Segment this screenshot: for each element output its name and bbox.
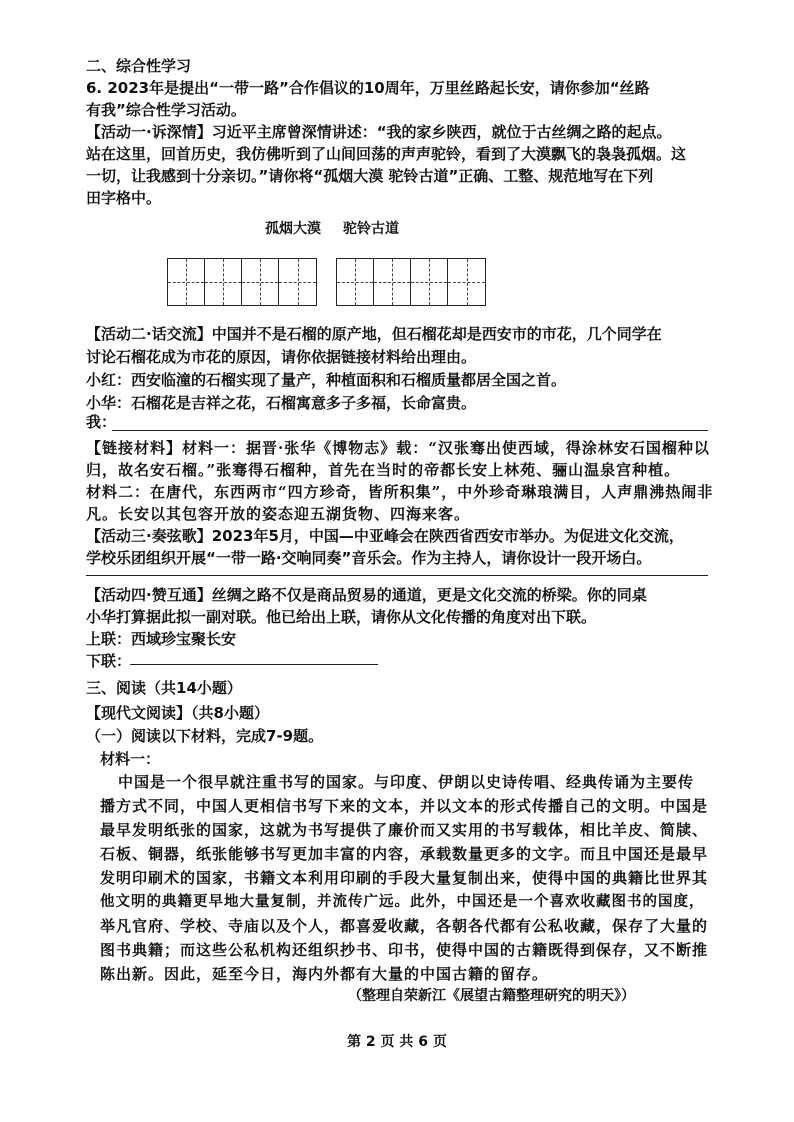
answer-line-activity-3[interactable] (86, 575, 708, 576)
section-heading: 三、阅读（共14小题） (86, 679, 242, 697)
tianzige-cell[interactable] (374, 259, 411, 305)
activity-1-text: 田字格中。 (86, 189, 162, 207)
section-heading: 二、综合性学习 (86, 57, 192, 75)
link-material-text: 材料二：在唐代，东西两市“四方珍奇，皆所积集”，中外珍奇琳琅满目，人声鼎沸热闹非 (86, 483, 714, 501)
activity-4-text: 【活动四·赞互通】丝绸之路不仅是商品贸易的通道，更是文化交流的桥梁。你的同桌 (86, 586, 647, 604)
page-number: 第 2 页 共 6 页 (347, 1034, 447, 1050)
passage-source: （整理自荣新江《展望古籍整理研究的明天》） (348, 988, 635, 1004)
activity-2-text: 讨论石榴花成为市花的原因，请你依据链接材料给出理由。 (86, 348, 477, 366)
tianzige-cell[interactable] (205, 259, 242, 305)
me-label: 我： (86, 413, 117, 431)
passage-line: 播方式不同，中国人更相信书写下来的文本，并以文本的形式传播自己的文明。中国是 (100, 797, 709, 815)
material-label: 材料一： (100, 750, 161, 768)
tianzige-grid-2[interactable] (336, 258, 486, 306)
link-material-text: 凡。长安以其包容开放的姿态迎五湖货物、四海来客。 (86, 505, 471, 523)
activity-3-text: 学校乐团组织开展“一带一路·交响同奏”音乐会。作为主持人，请你设计一段开场白。 (86, 549, 652, 567)
activity-1-text: 【活动一·诉深情】习近平主席曾深情讲述：“我的家乡陕西，就位于古丝绸之路的起点。 (86, 123, 672, 141)
lower-couplet-label: 下联： (86, 652, 132, 670)
part-heading: （一）阅读以下材料，完成7-9题。 (86, 727, 324, 745)
upper-couplet: 上联：西域珍宝聚长安 (86, 630, 237, 648)
link-material-text: 【链接材料】材料一：据晋·张华《博物志》载：“汉张骞出使西域，得涂林安石国榴种以 (86, 439, 710, 457)
tianzige-cell[interactable] (279, 259, 316, 305)
tianzige-grid-1[interactable] (167, 258, 317, 306)
grid-phrase-2: 驼铃古道 (343, 221, 399, 237)
xiaohong-statement: 小红：西安临潼的石榴实现了量产，种植面积和石榴质量都居全国之首。 (86, 371, 567, 389)
passage-line: 中国是一个很早就注重书写的国家。与印度、伊朗以史诗传唱、经典传诵为主要传 (118, 773, 695, 791)
activity-1-text: 站在这里，回首历史，我仿佛听到了山间回荡的声声驼铃，看到了大漠飘飞的袅袅孤烟。这 (86, 145, 687, 163)
activity-1-text: 一切，让我感到十分亲切。”请你将“孤烟大漠 驼铃古道”正确、工整、规范地写在下列 (86, 167, 654, 185)
tianzige-cell[interactable] (337, 259, 374, 305)
subsection-heading: 【现代文阅读】（共8小题） (86, 704, 269, 722)
tianzige-cell[interactable] (242, 259, 279, 305)
activity-3-text: 【活动三·奏弦歌】2023年5月，中国—中亚峰会在陕西省西安市举办。为促进文化交流， (86, 527, 684, 545)
answer-line-me[interactable] (112, 430, 708, 431)
passage-line: 他文明的典籍更早地大量复制，并流传广远。此外，中国还是一个喜欢收藏图书的国度， (100, 893, 705, 910)
passage-line: 举凡官府、学校、寺庙以及个人，都喜爱收藏，各朝各代都有公私收藏，保存了大量的 (100, 917, 709, 935)
link-material-text: 归，故名安石榴。”张骞得石榴种，首先在当时的帝都长安上林苑、骊山温泉宫种植。 (86, 461, 681, 479)
xiaohua-statement: 小华：石榴花是吉祥之花，石榴寓意多子多福，长命富贵。 (86, 394, 477, 412)
tianzige-cell[interactable] (168, 259, 205, 305)
passage-line: 发明印刷术的国家，书籍文本利用印刷的手段大量复制出来，使得中国的典籍比世界其 (100, 869, 709, 887)
question-6-text: 有我”综合性学习活动。 (86, 101, 246, 119)
passage-line: 最早发明纸张的国家，这就为书写提供了廉价而又实用的书写载体，相比羊皮、简牍、 (100, 821, 709, 839)
activity-4-text: 小华打算据此拟一副对联。他已给出上联，请你从文化传播的角度对出下联。 (86, 608, 597, 626)
question-6-text: 6. 2023年是提出“一带一路”合作倡议的10周年，万里丝路起长安，请你参加“丝路 (86, 79, 650, 97)
passage-line: 陈出新。因此，延至今日，海内外都有大量的中国古籍的留存。 (100, 965, 549, 983)
grid-phrase-1: 孤烟大漠 (265, 221, 321, 237)
passage-line: 石板、铜器，纸张能够书写更加丰富的内容，承载数量更多的文字。而且中国还是最早 (100, 845, 709, 863)
tianzige-cell[interactable] (411, 259, 448, 305)
activity-2-text: 【活动二·话交流】中国并不是石榴的原产地，但石榴花却是西安市的市花，几个同学在 (86, 325, 662, 343)
tianzige-cell[interactable] (448, 259, 485, 305)
passage-line: 图书典籍；而这些公私机构还组织抄书、印书，使得中国的古籍既得到保存，又不断推 (100, 941, 709, 959)
answer-line-lower-couplet[interactable] (130, 664, 378, 665)
